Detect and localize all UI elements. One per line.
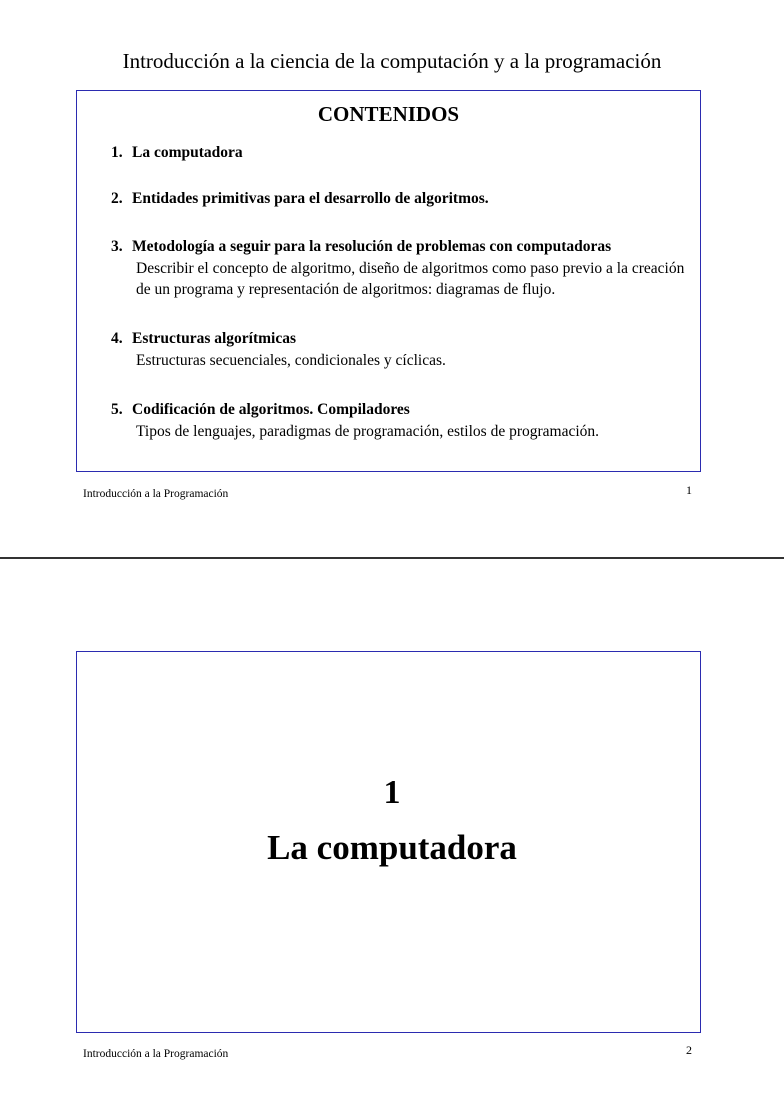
toc-item	[111, 399, 686, 442]
toc-item-number: 1.	[111, 144, 123, 161]
toc-item-number: 2.	[111, 190, 123, 207]
section-title: La computadora	[267, 828, 517, 867]
document-title: Introducción a la ciencia de la computación y a la programación	[122, 49, 662, 73]
toc-item	[111, 188, 686, 210]
page-1-footer: Introducción a la Programación	[83, 488, 229, 500]
toc-item-title	[111, 188, 686, 210]
page-separator	[0, 557, 784, 559]
toc-item-label: Entidades primitivas para el desarrollo de algoritmos.	[132, 190, 489, 207]
toc-item-number: 5.	[111, 401, 123, 418]
toc-item	[111, 236, 686, 300]
toc-item-description: Describir el concepto de algoritmo, diseño de algoritmos como paso previo a la creación de un programa y representación de algoritmos: diagramas de flujo.	[136, 260, 685, 298]
toc-item-label: La computadora	[132, 144, 243, 161]
toc-item-title	[111, 399, 686, 421]
toc-item-title	[111, 236, 686, 258]
toc-item	[111, 142, 686, 164]
page-1-number: 1	[686, 483, 692, 497]
toc-item	[111, 328, 686, 371]
page-2-footer: Introducción a la Programación	[83, 1048, 229, 1060]
toc-item-number: 4.	[111, 330, 123, 347]
toc-item-number: 3.	[111, 238, 123, 255]
toc-item-title	[111, 142, 686, 164]
toc-item-title	[111, 328, 686, 350]
page-2-number: 2	[686, 1043, 692, 1057]
toc-item-label: Codificación de algoritmos. Compiladores	[132, 401, 410, 418]
toc-item-description: Tipos de lenguajes, paradigmas de programación, estilos de programación.	[136, 423, 600, 440]
toc-item-label: Metodología a seguir para la resolución de problemas con computadoras	[132, 238, 612, 255]
section-number: 1	[383, 774, 401, 811]
toc-item-description: Estructuras secuenciales, condicionales y cíclicas.	[136, 352, 446, 369]
contents-slide	[76, 90, 701, 472]
contents-heading: CONTENIDOS	[317, 102, 460, 126]
toc-item-label: Estructuras algorítmicas	[132, 330, 297, 347]
